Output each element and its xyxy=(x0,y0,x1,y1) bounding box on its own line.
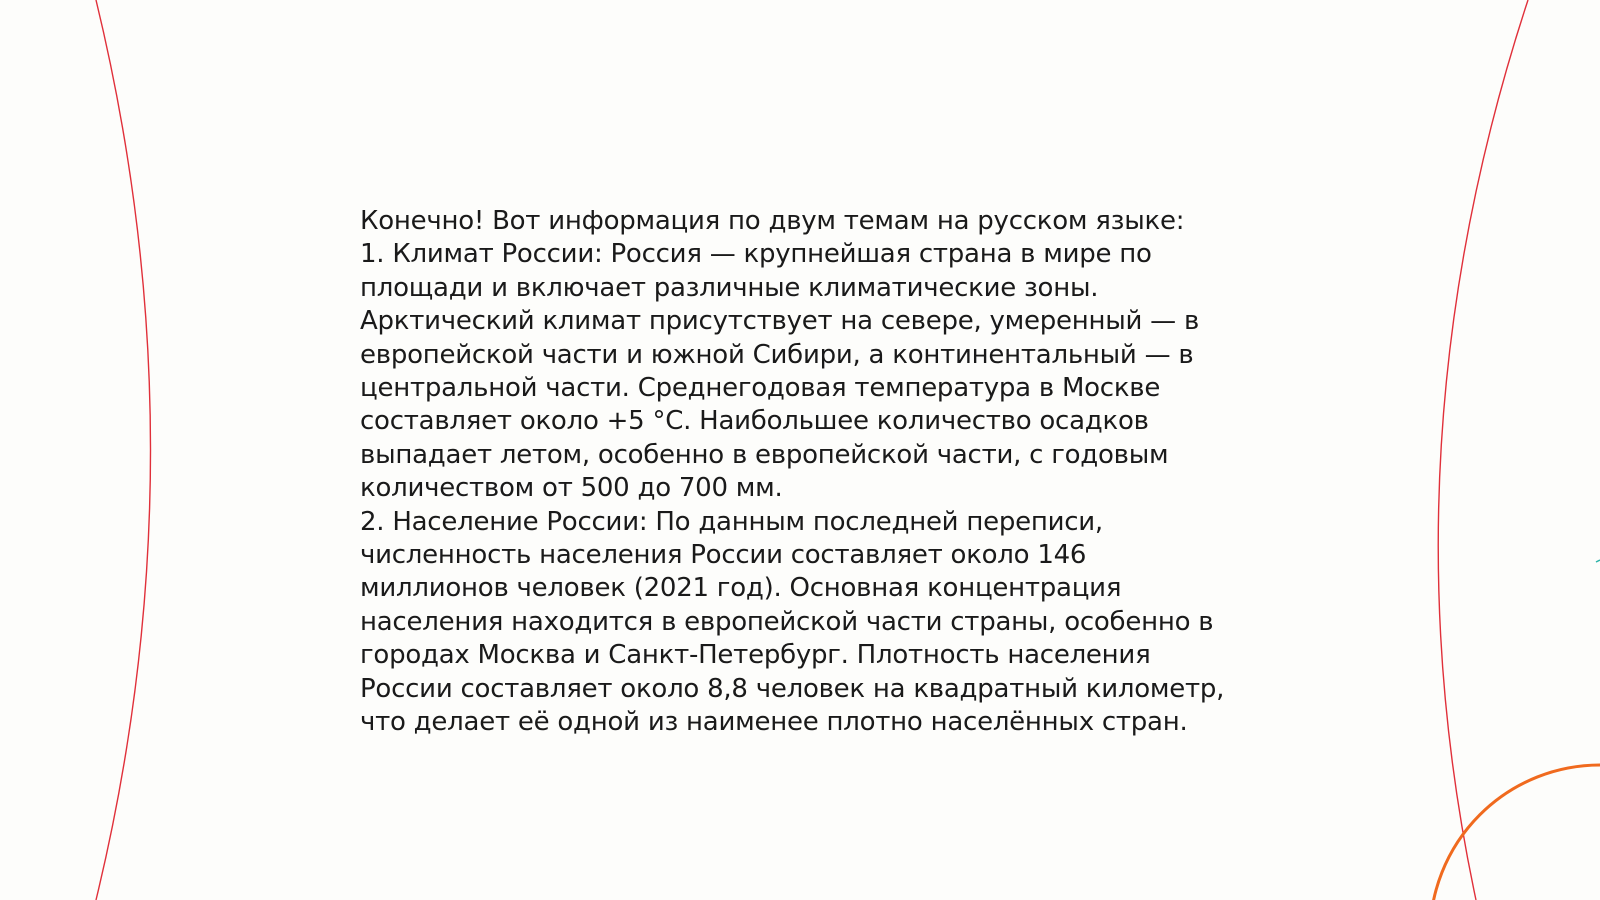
text-line: населения находится в европейской части страны, особенно в xyxy=(360,606,1214,637)
text-line: европейской части и южной Сибири, а континентальный — в xyxy=(360,339,1194,370)
text-line: городах Москва и Санкт-Петербург. Плотность населения xyxy=(360,640,1151,671)
text-line: количеством от 500 до 700 мм. xyxy=(360,473,783,504)
right-curve-line xyxy=(1438,0,1528,900)
text-line: 2. Население России: По данным последней переписи, xyxy=(360,506,1103,537)
text-line: что делает её одной из наименее плотно населённых стран. xyxy=(360,707,1188,738)
text-line: России составляет около 8,8 человек на квадратный километр, xyxy=(360,673,1225,704)
teal-accent-mark xyxy=(1596,560,1600,562)
text-line: 1. Климат России: Россия — крупнейшая страна в мире по xyxy=(360,239,1152,270)
text-line: миллионов человек (2021 год). Основная концентрация xyxy=(360,573,1122,604)
left-curve-line xyxy=(96,0,151,900)
text-line: Арктический климат присутствует на севере, умеренный — в xyxy=(360,306,1200,337)
text-line: выпадает летом, особенно в европейской части, с годовым xyxy=(360,439,1169,470)
text-line: составляет около +5 °C. Наибольшее количество осадков xyxy=(360,406,1149,437)
text-line: центральной части. Среднегодовая температура в Москве xyxy=(360,373,1161,404)
main-text-block xyxy=(360,205,1260,740)
text-line: Конечно! Вот информация по двум темам на русском языке: xyxy=(360,206,1185,236)
text-line: численность населения России составляет около 146 xyxy=(360,540,1087,571)
text-line: площади и включает различные климатические зоны. xyxy=(360,272,1099,303)
